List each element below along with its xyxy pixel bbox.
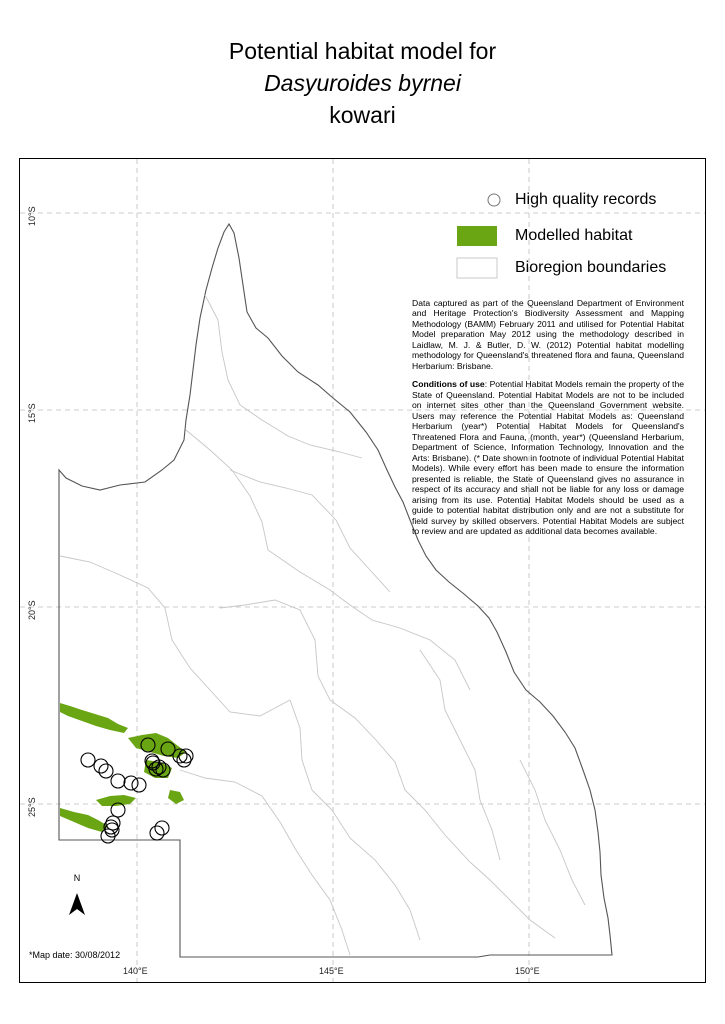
legend-symbols	[457, 194, 500, 278]
north-arrow-icon	[69, 893, 85, 915]
lon-label-140: 140°E	[123, 966, 148, 976]
conditions-heading: Conditions of use	[412, 379, 485, 390]
lat-label-15: 15°S	[27, 403, 37, 423]
modelled-habitat-patches	[60, 703, 186, 832]
species-name: Dasyuroides byrnei	[264, 70, 461, 96]
north-indicator	[66, 873, 88, 886]
map-title-line-1: Potential habitat model for	[228, 38, 497, 64]
lat-label-10: 10°S	[27, 206, 37, 226]
lon-label-145: 145°E	[319, 966, 344, 976]
conditions-text: : Potential Habitat Models remain the property of the State of Queensland. Potential Habitat Models are not to be included on internet sites other than the Queensland Government website. Users may reference the Potential Habitat Models as: Queensland Herbarium (year*) Potential Habitat Models for Queensland's Threatened Flora and Fauna, (month, year*) (Queensland Herbarium, Department of Science, Information Technology, Innovation and the Arts: Brisbane). (* Date shown in footnote of individual Potential Habitat Models). While every effort has been made to ensure the information presented is reliable, the State of Queensland gives no assurance in respect of its accuracy and shall not be liable for any loss or damage arising from its use. Potential Habitat Models should be used as a guide to potential habitat distribution only and are not a substitute for field survey by skilled observers. Potential Habitat Models are subject to review and are updated as additional data becomes available.	[412, 379, 684, 537]
lat-label-20: 20°S	[27, 600, 37, 620]
data-source-notes	[412, 298, 684, 545]
graticule	[20, 159, 705, 982]
legend-records-label: High quality records	[515, 191, 657, 208]
north-letter: N	[73, 873, 81, 883]
conditions-of-use-paragraph	[412, 379, 684, 536]
lat-label-25: 25°S	[27, 797, 37, 817]
legend-habitat-label: Modelled habitat	[515, 227, 633, 244]
map-date: *Map date: 30/08/2012	[29, 950, 121, 960]
common-name: kowari	[329, 102, 396, 128]
data-captured-paragraph: Data captured as part of the Queensland Department of Environment and Heritage Protection's Biodiversity Assessment and Mapping Methodology (BAMM) February 2011 and utilised for Potential Habitat Model preparation May 2012 using the methodology described in Laidlaw, M. J. & Butler, D. W. (2012) Potential habitat modelling methodology for Queensland's threatened flora and fauna, Queensland Herbarium: Brisbane.	[412, 298, 684, 371]
legend-boundaries-label: Bioregion boundaries	[515, 259, 667, 276]
lon-label-150: 150°E	[515, 966, 540, 976]
